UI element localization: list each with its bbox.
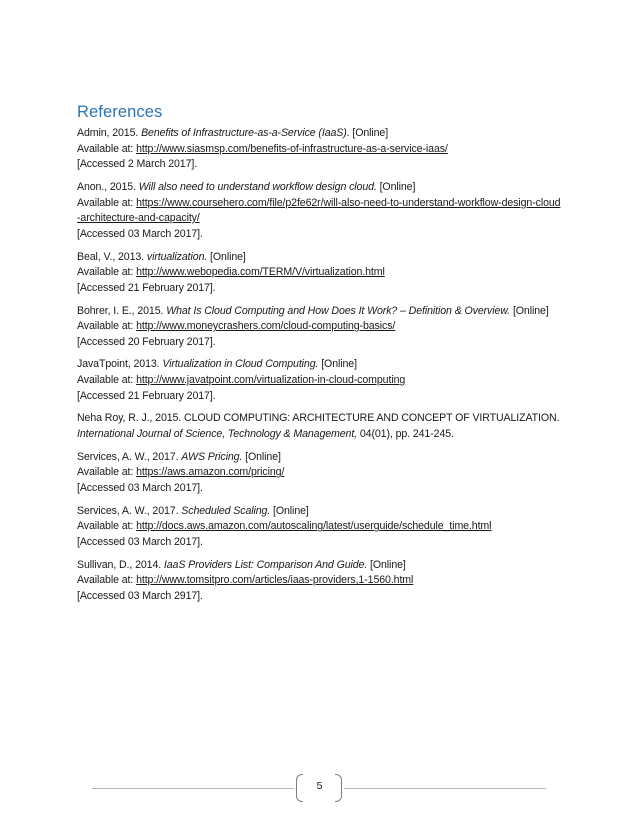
reference-citation-line [77, 504, 567, 520]
reference-entry [77, 126, 567, 173]
reference-url-link[interactable]: http://docs.aws.amazon.com/autoscaling/latest/userguide/schedule_time.html [136, 520, 492, 533]
reference-online-tag: [Online] [367, 558, 406, 571]
reference-url-link[interactable]: http://www.moneycrashers.com/cloud-computing-basics/ [136, 320, 396, 333]
reference-citation-line [77, 250, 567, 266]
reference-entry [77, 450, 567, 497]
reference-available-line [77, 142, 567, 158]
reference-entry [77, 250, 567, 297]
reference-entry [77, 357, 567, 404]
reference-author: Bohrer, I. E., 2015. [77, 304, 167, 317]
reference-available-line [77, 465, 567, 481]
footer-bracket-left [296, 774, 303, 802]
reference-entry [77, 304, 567, 351]
reference-accessed: [Accessed 21 February 2017]. [77, 389, 216, 402]
reference-accessed: [Accessed 20 February 2017]. [77, 335, 216, 348]
reference-author: Sullivan, D., 2014. [77, 558, 164, 571]
reference-url-link[interactable]: http://www.siasmsp.com/benefits-of-infrastructure-as-a-service-iaas/ [136, 142, 448, 155]
reference-author: Services, A. W., 2017. [77, 504, 182, 517]
reference-available-line [77, 196, 561, 227]
reference-available-line [77, 519, 567, 535]
reference-citation-line [77, 304, 567, 320]
available-at-label: Available at: [77, 574, 137, 587]
reference-available-line [77, 265, 567, 281]
reference-author: Beal, V., 2013. [77, 250, 147, 263]
reference-online-tag: [Online] [270, 504, 309, 517]
footer-rule-left [92, 788, 294, 789]
reference-url-link[interactable]: http://www.webopedia.com/TERM/V/virtualization.html [136, 266, 385, 279]
reference-title: Will also need to understand workflow design cloud. [138, 180, 377, 193]
reference-author: Services, A. W., 2017. [77, 450, 182, 463]
reference-author: Admin, 2015. [77, 127, 142, 139]
reference-available-line [77, 373, 567, 389]
page-number: 5 [316, 780, 323, 792]
reference-accessed: [Accessed 03 March 2917]. [77, 589, 203, 602]
reference-citation-line [77, 450, 567, 466]
reference-available-line [77, 319, 567, 335]
reference-title: AWS Pricing. [181, 450, 243, 463]
reference-online-tag: . [Online] [346, 127, 389, 139]
reference-title: Benefits of Infrastructure-as-a-Service (IaaS) [141, 127, 347, 139]
reference-author: JavaTpoint, 2013. [77, 358, 163, 371]
reference-url-link[interactable]: http://www.javatpoint.com/virtualization-in-cloud-computing [136, 374, 406, 387]
reference-entry [77, 558, 567, 605]
available-at-label: Available at: [77, 466, 137, 479]
available-at-label: Available at: [77, 520, 137, 533]
footer-bracket-right [335, 774, 342, 802]
reference-journal-details: 04(01), pp. 241-245. [357, 428, 454, 441]
available-at-label: Available at: [77, 196, 137, 209]
reference-accessed: [Accessed 2 March 2017]. [77, 158, 198, 171]
reference-title: IaaS Providers List: Comparison And Guide. [163, 558, 368, 571]
reference-entry [77, 411, 567, 442]
reference-citation-line [77, 357, 567, 373]
reference-title: virtualization. [146, 250, 208, 263]
reference-title: What Is Cloud Computing and How Does It Work? – Definition & Overview. [166, 304, 511, 317]
footer-rule-right [344, 788, 546, 789]
reference-online-tag: [Online] [318, 358, 357, 371]
reference-url-link[interactable]: https://www.coursehero.com/file/p2fe62r/will-also-need-to-understand-workflow-design-cloud-architecture-and-capacity/ [77, 196, 561, 225]
reference-journal: International Journal of Science, Technology & Management, [77, 428, 358, 441]
reference-url-link[interactable]: https://aws.amazon.com/pricing/ [136, 466, 285, 479]
reference-list [77, 126, 567, 612]
reference-accessed: [Accessed 03 March 2017]. [77, 482, 203, 494]
reference-entry [77, 504, 567, 551]
available-at-label: Available at: [77, 374, 137, 387]
reference-online-tag: [Online] [510, 304, 549, 317]
reference-citation-line [77, 126, 567, 142]
available-at-label: Available at: [77, 266, 137, 279]
reference-title: Virtualization in Cloud Computing. [162, 358, 319, 371]
reference-url-link[interactable]: http://www.tomsitpro.com/articles/iaas-providers,1-1560.html [136, 574, 414, 587]
reference-citation-line [77, 180, 567, 196]
reference-online-tag: [Online] [242, 450, 281, 463]
available-at-label: Available at: [77, 142, 137, 155]
reference-title: Scheduled Scaling. [181, 504, 271, 517]
available-at-label: Available at: [77, 320, 137, 333]
reference-accessed: [Accessed 03 March 2017]. [77, 227, 203, 240]
reference-journal-line [77, 427, 567, 443]
reference-online-tag: [Online] [207, 250, 246, 263]
reference-entry [77, 180, 567, 242]
reference-accessed: [Accessed 03 March 2017]. [77, 535, 203, 548]
reference-available-line [77, 573, 567, 589]
reference-online-tag: [Online] [376, 180, 416, 193]
reference-citation-line [77, 558, 567, 574]
references-heading: References [77, 103, 163, 121]
reference-author: Anon., 2015. [77, 180, 139, 193]
reference-accessed: [Accessed 21 February 2017]. [77, 281, 216, 294]
reference-citation-line: Neha Roy, R. J., 2015. CLOUD COMPUTING: ARCHITECTURE AND CONCEPT OF VIRTUALIZATION. [77, 412, 560, 425]
